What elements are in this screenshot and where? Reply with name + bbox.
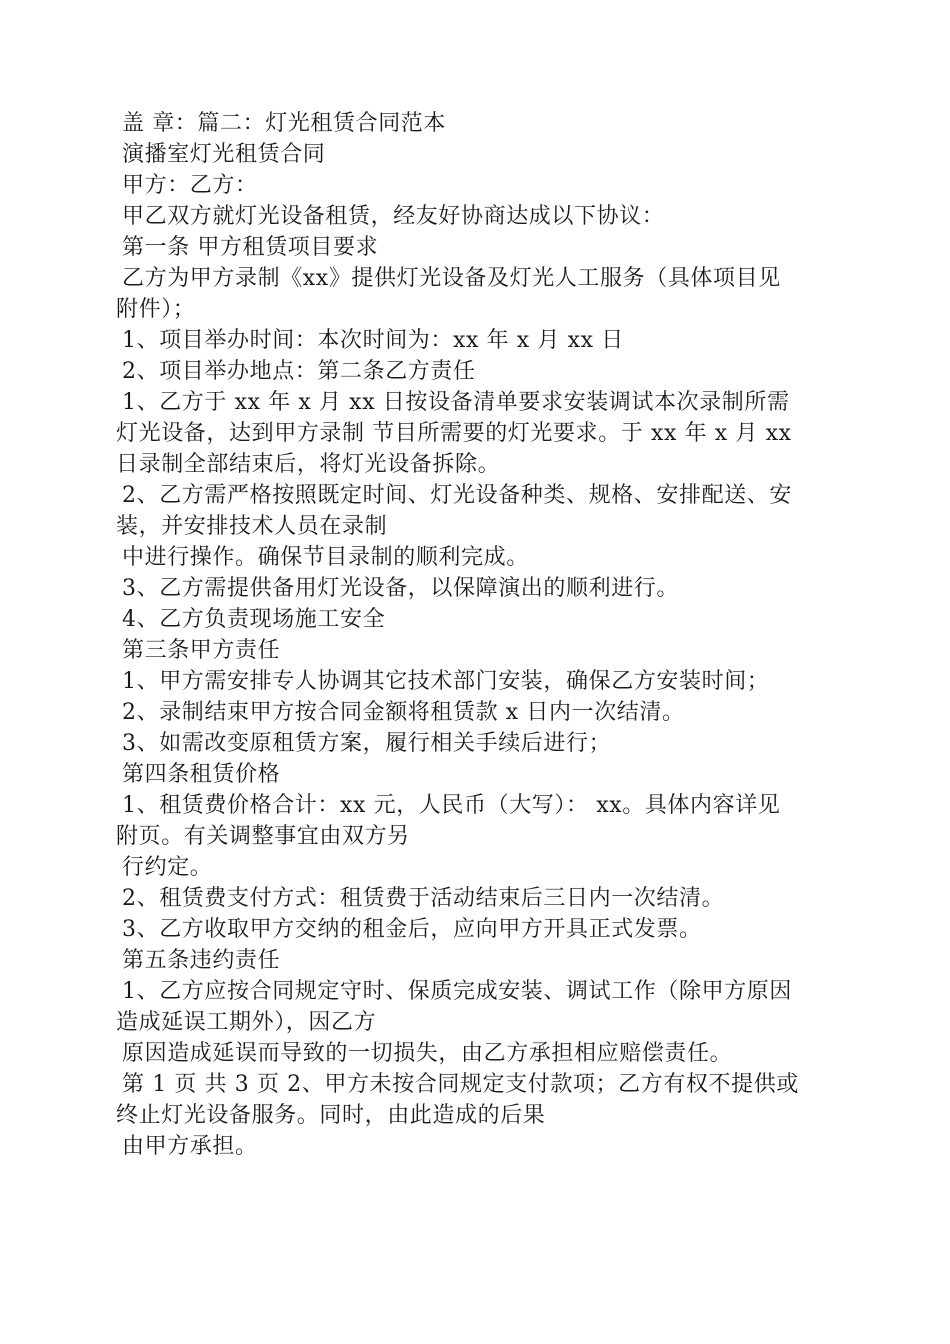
text-line: 4、乙方负责现场施工安全 <box>122 607 386 632</box>
text-line: 装，并安排技术人员在录制 <box>116 514 388 539</box>
text-line: 第 1 页 共 3 页 2、甲方未按合同规定支付款项；乙方有权不提供或 <box>122 1072 799 1097</box>
document-body <box>116 108 846 1162</box>
text-line: 1、项目举办时间：本次时间为：xx 年 x 月 xx 日 <box>122 328 624 353</box>
text-line: 3、如需改变原租赁方案，履行相关手续后进行； <box>122 731 612 756</box>
text-line: 2、项目举办地点：第二条乙方责任 <box>122 359 476 384</box>
text-line: 2、租赁费支付方式：租赁费于活动结束后三日内一次结清。 <box>122 886 725 911</box>
text-line: 甲乙双方就灯光设备租赁，经友好协商达成以下协议： <box>122 204 665 229</box>
text-line: 演播室灯光租赁合同 <box>122 142 326 167</box>
text-line: 2、乙方需严格按照既定时间、灯光设备种类、规格、安排配送、安 <box>122 483 792 508</box>
text-line: 甲方：乙方： <box>122 173 258 198</box>
text-line: 附页。有关调整事宜由双方另 <box>116 824 410 849</box>
text-line: 第五条违约责任 <box>122 948 281 973</box>
text-line: 灯光设备，达到甲方录制 节目所需要的灯光要求。于 xx 年 x 月 xx <box>116 421 792 446</box>
text-line: 中进行操作。确保节目录制的顺利完成。 <box>122 545 529 570</box>
text-line: 1、乙方于 xx 年 x 月 xx 日按设备清单要求安装调试本次录制所需 <box>122 390 790 415</box>
text-line: 日录制全部结束后，将灯光设备拆除。 <box>116 452 501 477</box>
text-line: 1、乙方应按合同规定守时、保质完成安装、调试工作（除甲方原因 <box>122 979 792 1004</box>
text-line: 第一条 甲方租赁项目要求 <box>122 235 379 260</box>
text-line: 3、乙方收取甲方交纳的租金后，应向甲方开具正式发票。 <box>122 917 702 942</box>
text-line: 盖 章：篇二：灯光租赁合同范本 <box>122 111 446 136</box>
text-line: 附件）； <box>116 297 196 322</box>
text-line: 第三条甲方责任 <box>122 638 281 663</box>
text-line: 终止灯光设备服务。同时，由此造成的后果 <box>116 1103 546 1128</box>
text-line: 造成延误工期外），因乙方 <box>116 1010 377 1035</box>
text-line: 行约定。 <box>122 855 213 880</box>
text-line: 由甲方承担。 <box>122 1134 258 1159</box>
text-line: 2、录制结束甲方按合同金额将租赁款 x 日内一次结清。 <box>122 700 685 725</box>
text-line: 3、乙方需提供备用灯光设备，以保障演出的顺利进行。 <box>122 576 679 601</box>
text-line: 第四条租赁价格 <box>122 762 281 787</box>
text-line: 1、租赁费价格合计：xx 元，人民币（大写）： xx。具体内容详见 <box>122 793 781 818</box>
text-line: 原因造成延误而导致的一切损失，由乙方承担相应赔偿责任。 <box>122 1041 733 1066</box>
text-line: 1、甲方需安排专人协调其它技术部门安装，确保乙方安装时间； <box>122 669 770 694</box>
text-line: 乙方为甲方录制《xx》提供灯光设备及灯光人工服务（具体项目见 <box>122 266 781 291</box>
